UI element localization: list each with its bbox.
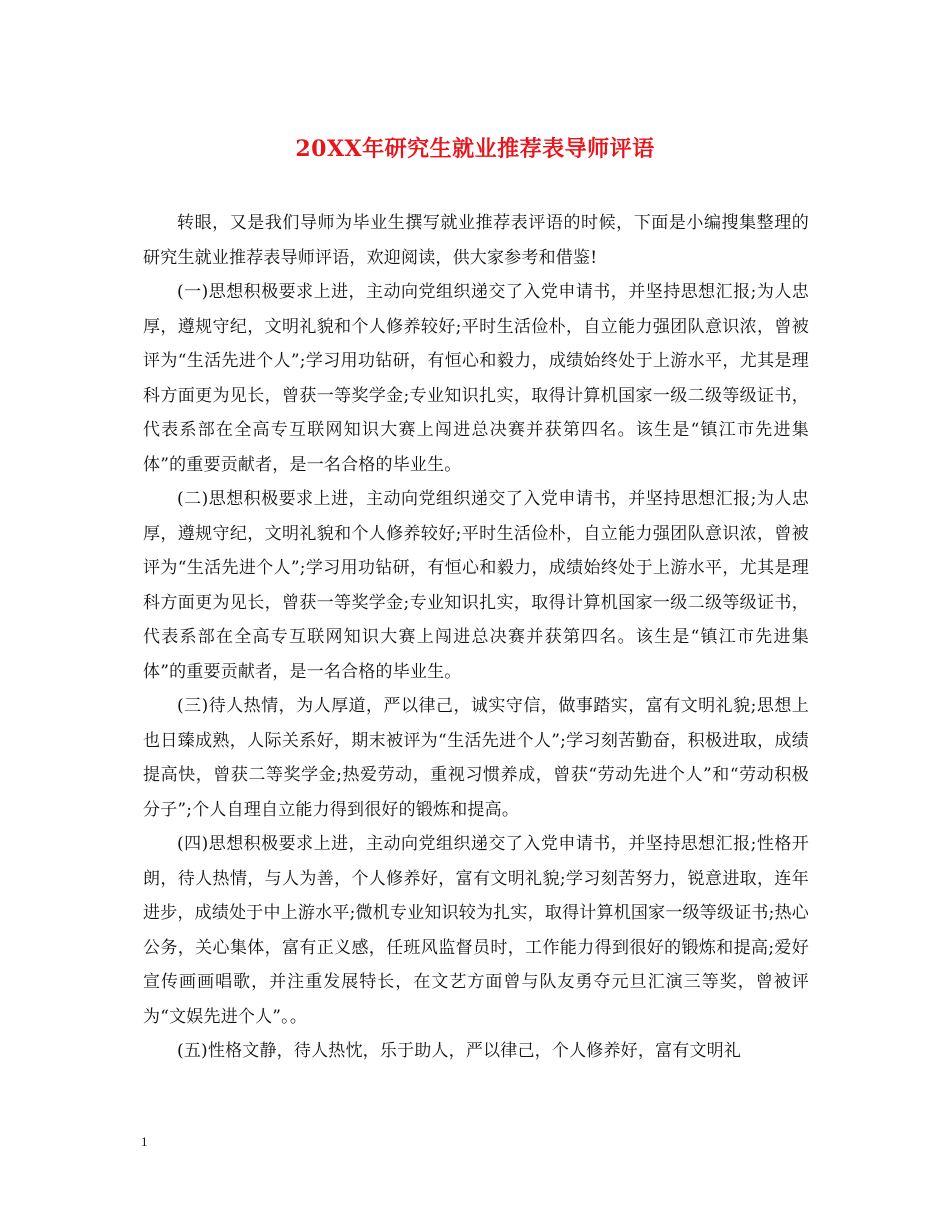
comment-paragraph-1: (一)思想积极要求上进，主动向党组织递交了入党申请书，并坚持思想汇报;为人忠厚，遵规守纪，文明礼貌和个人修养较好;平时生活俭朴，自立能力强团队意识浓，曾被评为“生活先进个人”;学习用功钻研，有恒心和毅力，成绩始终处于上游水平，尤其是理科方面更为见长，曾获一等奖学金;专业知识扎实，取得计算机国家一级二级等级证书，代表系部在全高专互联网知识大赛上闯进总决赛并获第四名。该生是“镇江市先进集体”的重要贡献者，是一名合格的毕业生。 xyxy=(143,282,809,475)
document-title: 20XX年研究生就业推荐表导师评语 xyxy=(295,136,655,162)
page-number: 1 xyxy=(141,1134,148,1149)
intro-paragraph: 转眼，又是我们导师为毕业生撰写就业推荐表评语的时候，下面是小编搜集整理的研究生就业推荐表导师评语，欢迎阅读，供大家参考和借鉴! xyxy=(143,213,809,268)
comment-paragraph-2: (二)思想积极要求上进，主动向党组织递交了入党申请书，并坚持思想汇报;为人忠厚，遵规守纪，文明礼貌和个人修养较好;平时生活俭朴，自立能力强团队意识浓，曾被评为“生活先进个人”;学习用功钻研，有恒心和毅力，成绩始终处于上游水平，尤其是理科方面更为见长，曾获一等奖学金;专业知识扎实，取得计算机国家一级二级等级证书，代表系部在全高专互联网知识大赛上闯进总决赛并获第四名。该生是“镇江市先进集体”的重要贡献者，是一名合格的毕业生。 xyxy=(143,489,809,682)
comment-paragraph-5: (五)性格文静，待人热忱，乐于助人，严以律己，个人修养好，富有文明礼 xyxy=(177,1041,742,1061)
comment-paragraph-4: (四)思想积极要求上进，主动向党组织递交了入党申请书，并坚持思想汇报;性格开朗，待人热情，与人为善，个人修养好，富有文明礼貌;学习刻苦努力，锐意进取，连年进步，成绩处于中上游水平;微机专业知识较为扎实，取得计算机国家一级等级证书;热心公务，关心集体，富有正义感，任班风监督员时，工作能力得到很好的锻炼和提高;爱好宣传画画唱歌，并注重发展特长，在文艺方面曾与队友勇夺元旦汇演三等奖，曾被评为“文娱先进个人”。。 xyxy=(143,834,809,1027)
comment-paragraph-3: (三)待人热情，为人厚道，严以律己，诚实守信，做事踏实，富有文明礼貌;思想上也日臻成熟，人际关系好，期末被评为“生活先进个人”;学习刻苦勤奋，积极进取，成绩提高快，曾获二等奖学金;热爱劳动，重视习惯养成，曾获“劳动先进个人”和“劳动积极分子”;个人自理自立能力得到很好的锻炼和提高。 xyxy=(143,696,809,820)
document-body xyxy=(143,206,809,1069)
